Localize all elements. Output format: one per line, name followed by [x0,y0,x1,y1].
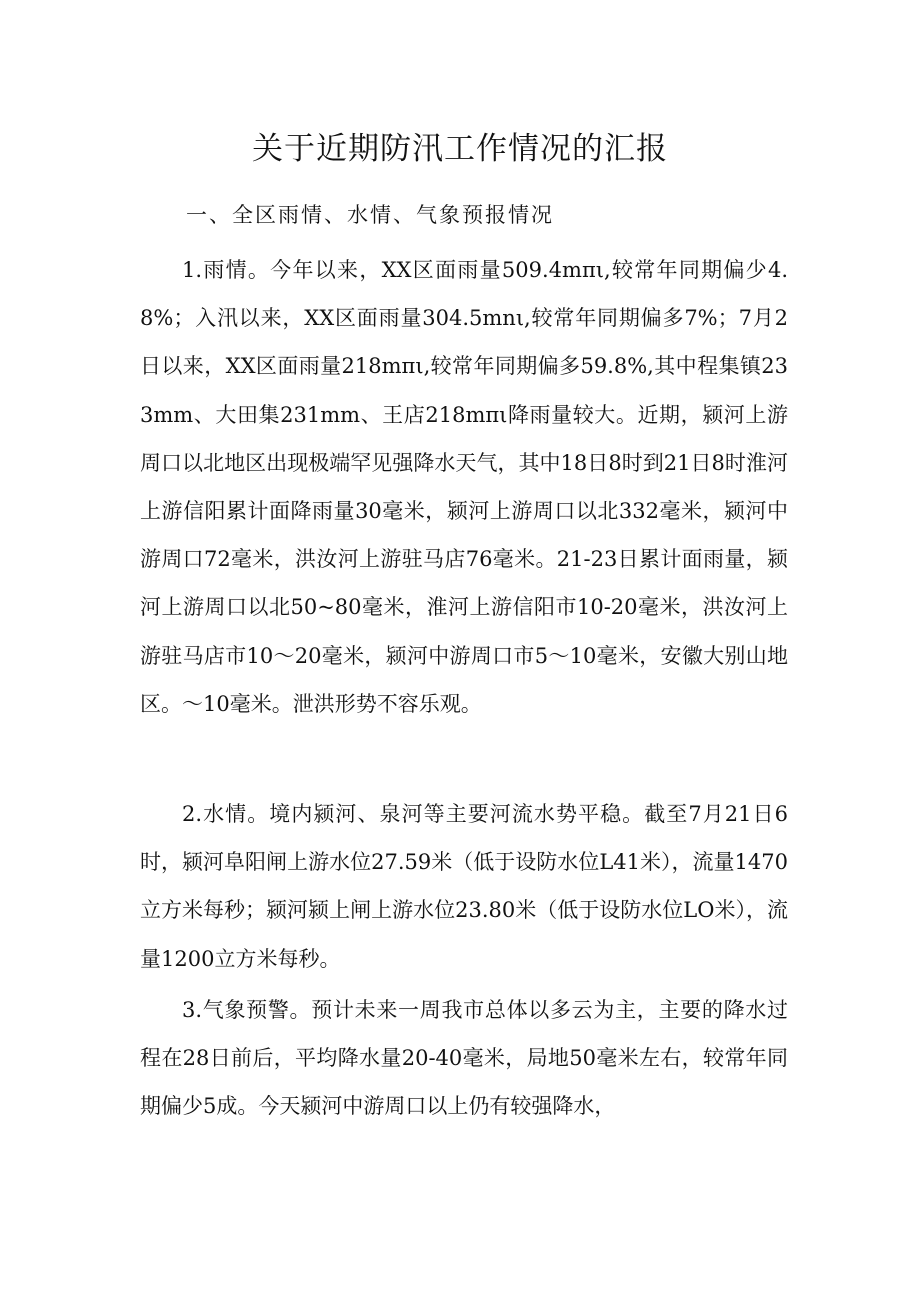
section-heading: 一、全区雨情、水情、气象预报情况 [186,203,554,227]
paragraph-water-conditions: 2.水情。境内颍河、泉河等主要河流水势平稳。截至7月21日6时，颍河阜阳闸上游水位27.59米（低于设防水位L41米），流量1470立方米每秒；颍河颍上闸上游水位23.80米（低于设防水位LO米），流量1200立方米每秒。 [140,802,788,971]
document-title: 关于近期防汛工作情况的汇报 [252,131,668,167]
paragraph-weather-warning: 3.气象预警。预计未来一周我市总体以多云为主，主要的降水过程在28日前后，平均降水量20-40毫米，局地50毫米左右，较常年同期偏少5成。今天颍河中游周口以上仍有较强降水， [140,998,788,1119]
paragraph-rain-conditions: 1.雨情。今年以来，XX区面雨量509.4mπι,较常年同期偏少4.8%；入汛以来，XX区面雨量304.5mnι,较常年同期偏多7%；7月2日以来，XX区面雨量218mπι,较常年同期偏多59.8%,其中程集镇233mm、大田集231mm、王店218mπι降雨量较大。近期，颍河上游周口以北地区出现极端罕见强降水天气，其中18日8时到21日8时淮河上游信阳累计面降雨量30毫米，颍河上游周口以北332毫米，颍河中游周口72毫米，洪汝河上游驻马店76毫米。21-23日累计面雨量，颍河上游周口以北50~80毫米，淮河上游信阳市10-20毫米，洪汝河上游驻马店市10～20毫米，颍河中游周口市5～10毫米，安徽大别山地区。～10毫米。泄洪形势不容乐观。 [140,258,788,716]
